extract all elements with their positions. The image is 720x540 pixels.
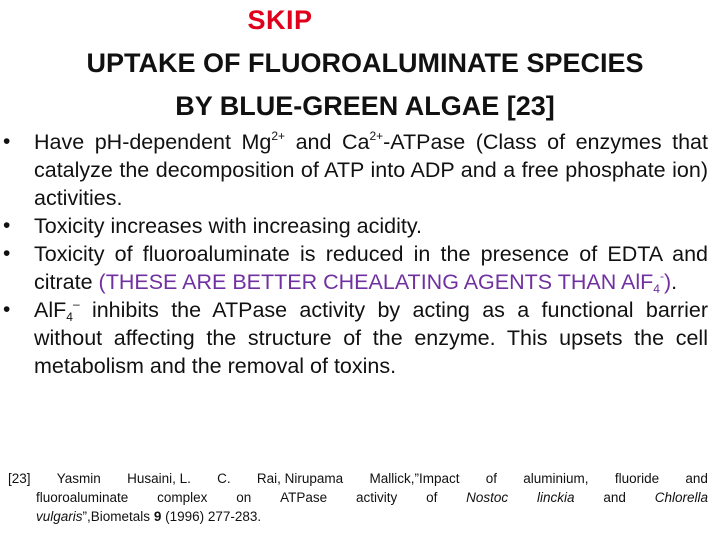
bullet-text: inhibits the ATPase activity by acting as a functional barrier without affecting the structure of the enzyme. This upsets the cell metabolism and the removal of toxins.: [34, 298, 708, 378]
bullet-text: -ATPase (Class of enzymes that catalyze the decomposition of ATP into ADP and a free phosphate ion) activities.: [34, 130, 708, 210]
bullet-item-atpase: [3, 128, 708, 212]
bullet-text: AlF: [34, 298, 67, 322]
reference-line-2: [8, 488, 708, 507]
slide-title: [0, 42, 720, 128]
bullet-text: Have pH-dependent Mg: [34, 130, 272, 154]
ref-word-italic: linckia: [537, 490, 575, 505]
ref-word: and: [685, 471, 708, 486]
ref-word: fluoroaluminate: [36, 490, 129, 505]
ref-word: fluoride: [614, 471, 660, 486]
bullet-icon: •: [3, 298, 11, 321]
bullet-list: [3, 128, 708, 380]
bullet-item-edta: [3, 240, 708, 296]
ref-word-italic: Nostoc: [466, 490, 509, 505]
superscript: -: [659, 269, 664, 283]
ref-word: Rai, Nirupama: [256, 471, 344, 486]
superscript: 2+: [271, 129, 286, 143]
ref-word-italic: vulgaris: [36, 509, 83, 524]
highlight-text-main: (THESE ARE BETTER CHEALATING AGENTS THAN AlF: [98, 270, 654, 294]
bullet-item-alf4: [3, 296, 708, 380]
highlight-text: [99, 270, 672, 294]
subscript: 4: [653, 282, 660, 296]
ref-journal: ”,Biometals: [82, 509, 154, 524]
ref-word: ATPase: [280, 490, 328, 505]
reference-line-3: [8, 507, 708, 526]
bullet-text: Toxicity of fluoroaluminate is reduced in the presence of EDTA and citrate: [34, 242, 708, 294]
reference-citation: [8, 469, 708, 526]
ref-word: aluminium,: [523, 471, 589, 486]
ref-word: Yasmin: [56, 471, 101, 486]
highlight-text-end: ): [663, 270, 672, 294]
superscript: –: [72, 297, 80, 311]
skip-label: SKIP: [247, 5, 313, 35]
ref-word: [23]: [8, 471, 31, 486]
ref-word: Husaini, L.: [127, 471, 191, 486]
bullet-icon: •: [3, 242, 11, 265]
bullet-text: .: [671, 270, 678, 294]
ref-word: and: [603, 490, 626, 505]
ref-word: complex: [157, 490, 208, 505]
subscript: 4: [66, 310, 73, 324]
ref-word: C.: [217, 471, 231, 486]
bullet-icon: •: [3, 214, 11, 237]
bullet-icon: •: [3, 130, 11, 153]
ref-word: of: [426, 490, 438, 505]
ref-word-italic: Chlorella: [654, 490, 708, 505]
ref-pages: (1996) 277-283.: [161, 509, 262, 524]
title-line-1: UPTAKE OF FLUOROALUMINATE SPECIES: [86, 48, 644, 78]
ref-volume: 9: [153, 509, 162, 524]
bullet-text: Toxicity increases with increasing acidity.: [34, 214, 422, 238]
superscript: 2+: [369, 129, 384, 143]
ref-word: on: [236, 490, 252, 505]
title-line-2: BY BLUE-GREEN ALGAE [23]: [175, 91, 555, 121]
ref-word: activity: [355, 490, 398, 505]
bullet-item-acidity: [3, 212, 708, 240]
reference-line-1: [8, 469, 708, 488]
ref-word: Mallick,”Impact: [369, 471, 460, 486]
bullet-text: and Ca: [285, 130, 370, 154]
ref-word: of: [485, 471, 497, 486]
